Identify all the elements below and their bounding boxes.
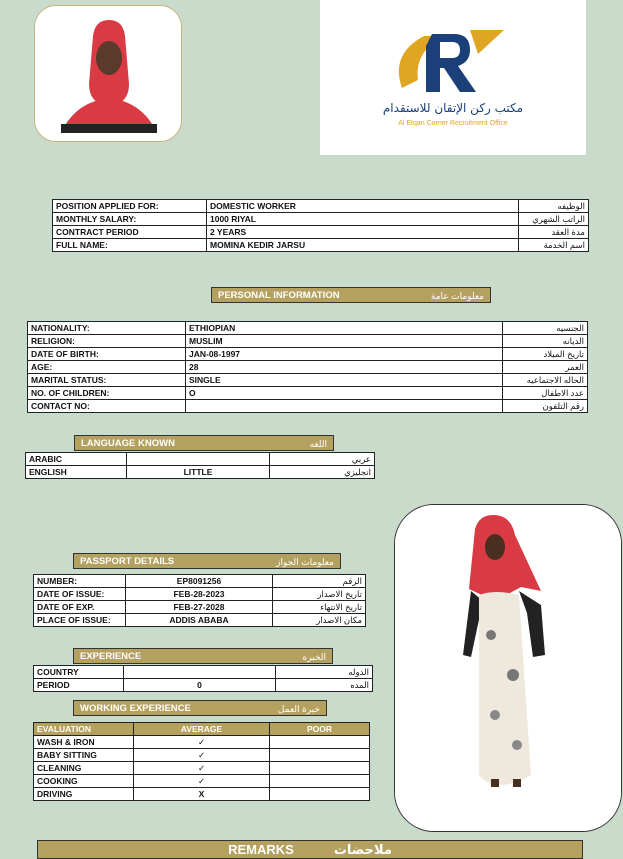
portrait-image: [35, 6, 182, 142]
experience-row: [34, 679, 373, 692]
field-value: MUSLIM: [186, 335, 503, 348]
skill-average: ✓: [134, 736, 270, 749]
skill-poor: [270, 736, 370, 749]
remarks-bar: REMARKS ملاحضات: [37, 840, 583, 859]
column-header: AVERAGE: [134, 723, 270, 736]
field-value: 2 YEARS: [207, 226, 519, 239]
skill-name: CLEANING: [34, 762, 134, 775]
field-label-ar: الوظيفه: [519, 200, 589, 213]
personal-row: [28, 348, 588, 361]
field-label-ar: مكان الاصدار: [273, 614, 366, 627]
skill-average: X: [134, 788, 270, 801]
skill-poor: [270, 749, 370, 762]
field-label-ar: المده: [276, 679, 373, 692]
field-value: [124, 666, 276, 679]
working-row: [34, 736, 370, 749]
skill-poor: [270, 775, 370, 788]
working-experience-table: [33, 722, 370, 801]
field-label: NO. OF CHILDREN:: [28, 387, 186, 400]
field-value: 1000 RIYAL: [207, 213, 519, 226]
field-label: PLACE OF ISSUE:: [34, 614, 126, 627]
field-value: FEB-27-2028: [126, 601, 273, 614]
svg-text:Al Etqan Corner Recruitment Of: Al Etqan Corner Recruitment Office: [398, 120, 508, 127]
column-header: EVALUATION: [34, 723, 134, 736]
field-value: SINGLE: [186, 374, 503, 387]
experience-header: EXPERIENCE الخبره: [73, 648, 333, 664]
working-header-row: [34, 723, 370, 736]
personal-row: [28, 335, 588, 348]
passport-row: [34, 601, 366, 614]
field-label: CONTRACT PERIOD: [53, 226, 207, 239]
field-label: MONTHLY SALARY:: [53, 213, 207, 226]
field-label-ar: الديانه: [503, 335, 588, 348]
field-label: DATE OF ISSUE:: [34, 588, 126, 601]
field-label: AGE:: [28, 361, 186, 374]
field-label: DATE OF EXP.: [34, 601, 126, 614]
company-logo: [320, 0, 586, 155]
personal-row: [28, 400, 588, 413]
personal-row: [28, 361, 588, 374]
logo-mark-icon: [320, 0, 586, 155]
language-name-ar: انجليزي: [270, 466, 375, 479]
field-label: COUNTRY: [34, 666, 124, 679]
field-label-ar: الرقم: [273, 575, 366, 588]
personal-row: [28, 322, 588, 335]
skill-average: ✓: [134, 749, 270, 762]
language-row: [26, 453, 375, 466]
skill-poor: [270, 762, 370, 775]
field-value: ETHIOPIAN: [186, 322, 503, 335]
personal-row: [28, 374, 588, 387]
field-label-ar: تاريخ الانتهاء: [273, 601, 366, 614]
field-value: ADDIS ABABA: [126, 614, 273, 627]
skill-name: COOKING: [34, 775, 134, 788]
field-label-ar: مدة العقد: [519, 226, 589, 239]
full-body-image: [395, 505, 622, 832]
personal-info-table: [27, 321, 588, 413]
job-row: [53, 200, 589, 213]
field-value: 28: [186, 361, 503, 374]
svg-text:مكتب ركن الإتقان للاستقدام: مكتب ركن الإتقان للاستقدام: [382, 101, 524, 115]
field-label-ar: تاريخ الميلاد: [503, 348, 588, 361]
personal-row: [28, 387, 588, 400]
passport-header: PASSPORT DETAILS معلومات الجواز: [73, 553, 341, 569]
field-label-ar: تاريخ الاصدار: [273, 588, 366, 601]
skill-name: WASH & IRON: [34, 736, 134, 749]
job-row: [53, 226, 589, 239]
passport-row: [34, 575, 366, 588]
field-label: CONTACT NO:: [28, 400, 186, 413]
field-label-ar: الجنسيه: [503, 322, 588, 335]
field-value: MOMINA KEDIR JARSU: [207, 239, 519, 252]
field-label-ar: رقم التلفون: [503, 400, 588, 413]
skill-average: ✓: [134, 775, 270, 788]
field-label-ar: العمر: [503, 361, 588, 374]
skill-average: ✓: [134, 762, 270, 775]
field-label-ar: الحاله الاجتماعيه: [503, 374, 588, 387]
field-label: NUMBER:: [34, 575, 126, 588]
field-value: 0: [124, 679, 276, 692]
language-row: [26, 466, 375, 479]
language-table: [25, 452, 375, 479]
field-label-ar: الراتب الشهري: [519, 213, 589, 226]
field-label: PERIOD: [34, 679, 124, 692]
language-header: LANGUAGE KNOWN اللغه: [74, 435, 334, 451]
field-label: NATIONALITY:: [28, 322, 186, 335]
skill-poor: [270, 788, 370, 801]
language-level: LITTLE: [127, 466, 270, 479]
field-label: DATE OF BIRTH:: [28, 348, 186, 361]
passport-photo: [34, 5, 182, 142]
working-row: [34, 788, 370, 801]
job-row: [53, 239, 589, 252]
working-row: [34, 775, 370, 788]
passport-table: [33, 574, 366, 627]
field-value: [186, 400, 503, 413]
experience-row: [34, 666, 373, 679]
skill-name: DRIVING: [34, 788, 134, 801]
field-label: RELIGION:: [28, 335, 186, 348]
experience-table: [33, 665, 373, 692]
field-value: EP8091256: [126, 575, 273, 588]
job-table: [52, 199, 589, 252]
field-label: MARITAL STATUS:: [28, 374, 186, 387]
passport-row: [34, 614, 366, 627]
personal-info-header: PERSONAL INFORMATION معلومات عامة: [211, 287, 491, 303]
job-row: [53, 213, 589, 226]
working-row: [34, 749, 370, 762]
language-level: [127, 453, 270, 466]
column-header: POOR: [270, 723, 370, 736]
field-label-ar: اسم الخدمة: [519, 239, 589, 252]
field-label-ar: عدد الاطفال: [503, 387, 588, 400]
language-name: ARABIC: [26, 453, 127, 466]
working-experience-header: WORKING EXPERIENCE خبرة العمل: [73, 700, 327, 716]
language-name: ENGLISH: [26, 466, 127, 479]
field-value: DOMESTIC WORKER: [207, 200, 519, 213]
skill-name: BABY SITTING: [34, 749, 134, 762]
field-value: FEB-28-2023: [126, 588, 273, 601]
field-value: O: [186, 387, 503, 400]
language-name-ar: عربي: [270, 453, 375, 466]
working-row: [34, 762, 370, 775]
field-label-ar: الدوله: [276, 666, 373, 679]
field-value: JAN-08-1997: [186, 348, 503, 361]
field-label: POSITION APPLIED FOR:: [53, 200, 207, 213]
field-label: FULL NAME:: [53, 239, 207, 252]
full-body-photo: [394, 504, 622, 832]
passport-row: [34, 588, 366, 601]
